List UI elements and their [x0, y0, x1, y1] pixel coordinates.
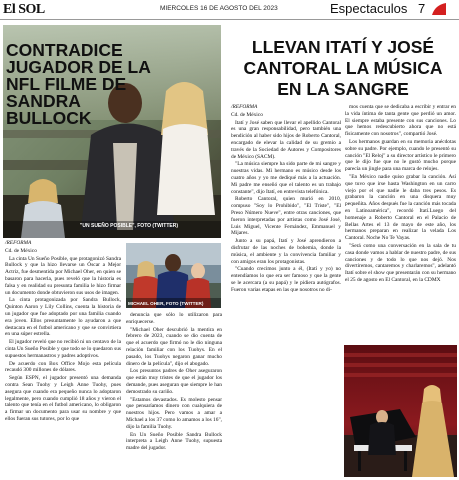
paragraph: "Cuando crecimos junto a él, (Itatí y yo) no entendíamos lo que era ser famoso y que la gente se le acercara (a su papá) y le pidiera autógrafos. Fueron varias etapas en las que nosotros no di- [231, 266, 341, 293]
paragraph: mos cuenta que se dedicaba a escribir y entrar en la vida íntima de tanta gente que perdió un amor. El siempre estaba presente con sus canciones. Lo que hemos redescubierto ahora que no está físicamente con nosotros", compartió José. [345, 104, 456, 138]
story1-column-1 [5, 240, 121, 424]
newspaper-brand: El SOL [3, 2, 45, 17]
story2-column-1 [231, 104, 341, 295]
paragraph: Itatí y José saben que llevar el apellido Cantoral es una gran responsabilidad, pero también una bendición al haber sido hijos de Roberto Cantoral, encargado de elevar la calidad de su gremio a través de la Sociedad de Autores y Compositores de México (SACM). [231, 119, 341, 160]
paragraph: Según ESPN, el jugador presentó una demanda contra Sean Tuohy y Leigh Anne Tuohy, pues asegura que cuando era pequeño nunca lo adoptaron legalmente, pero cuando cumplió 18 años y vieron el talento que tenía en el futbol americano, lo obligaron a firmar un documento para usar su nombre y que ellos fueran sus tutores, por lo que [5, 375, 121, 422]
section-name: Espectaculos [330, 1, 408, 16]
story1-column-2 [126, 312, 222, 453]
paragraph: Junto a su papá, Itatí y José aprendieron a disfrutar de las noches de bohemia, donde la música, el ambiente y la convivencia familiar y con amigos eran los protagonistas. [231, 238, 341, 265]
michael-oher-photo [126, 243, 221, 308]
masthead [0, 0, 459, 20]
story1-city: Cd. de México [5, 247, 37, 254]
paragraph: "Michael Oher descubrió la mentira en febrero de 2023, cuando se dio cuenta de que el acuerdo que firmó no le dio ninguna relación familiar con los Tuohys. En el pasado, los Tuohys negaron ganar mucho dinero de la película", dijo el abogado. [126, 326, 222, 367]
story1-photo2-caption: MICHAEL OHER, FOTO (TWITTER) [128, 301, 204, 306]
paragraph: En Un Sueño Posible Sandra Bullock interpreta a Leigh Anne Tuohy, supuesta madre del jugador. [126, 431, 222, 452]
paragraph: "En México nadie quiso grabar la canción. Así que tuvo que irse hasta Washington en un carro viejo por el que nadie le daba tres pesos. Es grabaron la canción en una disquera muy pequeñita. Años después fue la canción más tocada en Latinoamérica", recordó Itatí.Luego del homenaje a Roberto Cantoral en el Palacio de Bellas Artes el 13 de mayo de este año, los hermanos preparan en realizar la velada Los Cantoral. Noche No Te Vayas. [345, 173, 456, 242]
itati-jose-cantoral-photo [344, 345, 457, 477]
paragraph: La cinta Un Sueño Posible, que protagonizó Sandra Bullock y que la hizo llevarse un Óscar a Mejor Actriz, fue desmentida por Michael Oher, en quien se basaron para hacerla, pues reveló que la historia es falsa y en realidad su presunta familia le hizo firmar un documento donde obtuvieron sus usos de imagen. [5, 255, 121, 296]
story1-byline: /REFORMA [5, 240, 32, 246]
paragraph: "Será como una conversación en la sala de tu casa donde vamos a hablar de nuestro padre, de sus canciones y de todo lo que nos dejó. Nos divertiremos, cantaremos y charlaremos", adelantó Itatí sobre el show que presentarán con su hermano el 25 de agosto en El Cantoral, en la CDMX [345, 242, 456, 283]
section-corner-icon [432, 3, 446, 15]
page-number: 7 [418, 1, 426, 16]
paragraph: "La música siempre ha sido parte de mi sangre y nuestras vidas. Mi hermano es músico desde los cuatro años y yo me dediqué más a la actuación. Mi padre me enseñó que el talento es un trabajo constante", dijo Itatí, en entrevista telefónica. [231, 161, 341, 195]
story2-city: Cd. de México [231, 111, 263, 118]
paragraph: La cinta protagonizada por Sandra Bullock, Quinton Aaron y Lily Collins, cuenta la historia de un jugador que fue adoptado por una familia cuando era joven. Ellos presuntamente lo ayudaron a que destacara en el futbol americano y que se convirtiera en una súper estrella. [5, 297, 121, 338]
story2-headline: LLEVAN ITATÍ Y JOSÉ CANTORAL LA MÚSICA EN LA SANGRE [243, 37, 443, 99]
paragraph: El jugador reveló que no recibió ni un centavo de la cinta Un Sueño Posible y que todo se lo quedaron sus supuestos hermanastros y padres adoptivos. [5, 339, 121, 359]
story2-column-2 [345, 104, 456, 285]
story2-byline: /REFORMA [231, 104, 258, 110]
issue-date: MIERCOLES 16 DE AGOSTO DEL 2023 [160, 5, 278, 12]
paragraph: Roberto Cantoral, quien murió en 2010, compuso "Soy lo Prohibido", "El Triste", "El Preso Número Nueve", entre otras canciones, que fueron interpretadas por artistas como José José, Luis Miguel, Vicente Fernández, Emmanuel y Mijares. [231, 196, 341, 237]
story1-headline: CONTRADICE JUGADOR DE LA NFL FILME DE SANDRA BULLOCK [6, 40, 151, 128]
paragraph: Los hermanos guardan en su memoria anécdotas sobre su padre. Por ejemplo, cuando le presentó su canción "El Reloj" a su director artístico le primero que le dijo fue que no le gustó mucho porque parecía un jingle para una marca de relojes. [345, 138, 456, 173]
paragraph: "Estamos devastados. Es molesto pensar que pensaríamos dinero con cualquiera de nuestros hijos. Pero vamos a amar a Michael a los 37 como lo amamos a los 16", dijo la familia Tuohy. [126, 396, 222, 430]
paragraph: Los presuntos padres de Oher aseguraron que están muy tristes de que el jugador los demande, pues aseguran que siempre le han demostrado su cariño. [126, 368, 222, 395]
paragraph: De acuerdo con Box Office Mojo esta película recaudó 300 millones de dólares. [5, 360, 121, 374]
paragraph: denuncia que sólo lo utilizaron para enriquecerse. [126, 312, 222, 325]
story1-photo-caption: "UN SUEÑO POSIBLE", FOTO (TWITTER) [80, 223, 178, 229]
